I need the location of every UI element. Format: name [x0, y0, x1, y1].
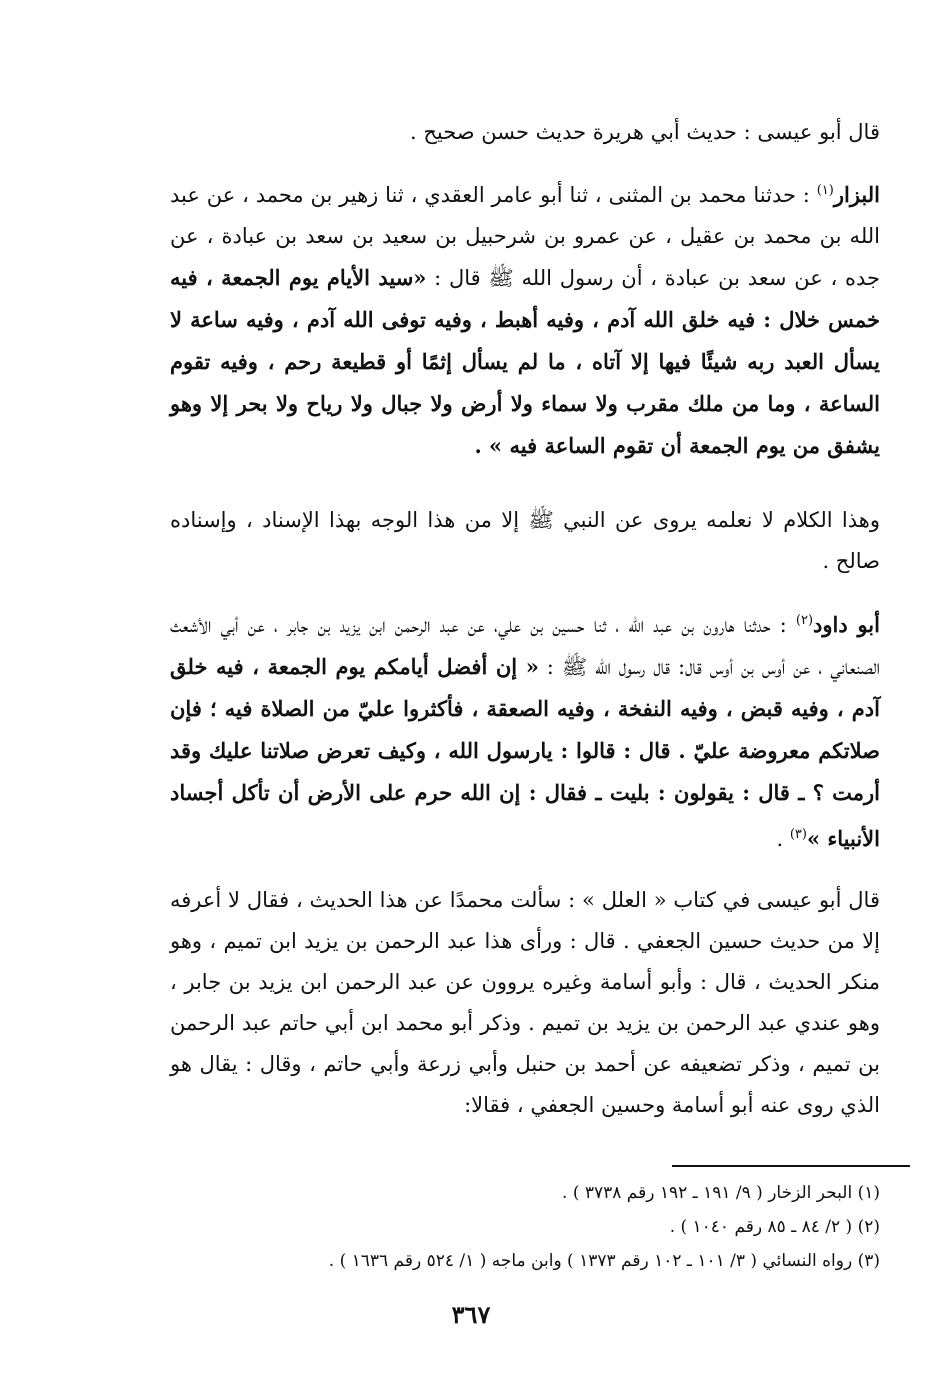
footnote-marker: (٢)	[795, 613, 814, 628]
footnote-1: (١) البحر الزخار ( ٩/ ١٩١ ـ ١٩٢ رقم ٣٧٣٨ ) .	[562, 1183, 880, 1203]
footnote-3: (٣) رواه النسائي ( ٣/ ١٠١ ـ ١٠٢ رقم ١٣٧٣ ) وابن ماجه ( ١/ ٥٢٤ رقم ١٦٣٦ ) .	[328, 1251, 880, 1271]
paragraph-bazzar-hadith	[170, 170, 880, 467]
footnote-divider	[672, 1165, 910, 1167]
isnad-text: : حدثنا محمد بن المثنى ، ثنا أبو عامر العقدي ، ثنا زهير بن محمد ، عن عبد الله بن محمد بن عقيل ، عن عمرو بن شرحبيل بن سعيد بن سعد بن عبادة ، عن جده ، عن سعد بن عبادة ، أن رسول الله ﷺ قال :	[170, 183, 880, 290]
paragraph-text: وهذا الكلام لا نعلمه يروى عن النبي ﷺ إلا من هذا الوجه بهذا الإسناد ، وإسناده صالح .	[170, 508, 880, 573]
paragraph-text: قال أبو عيسى : حديث أبي هريرة حديث حسن صحيح .	[409, 120, 880, 144]
hadith-text: « إن أفضل أيامكم يوم الجمعة ، فيه خلق آدم ، وفيه قبض ، وفيه النفخة ، وفيه الصعقة ، فأكثروا عليّ من الصلاة فيه ؛ فإن صلاتكم معروضة عليّ . قال : قالوا : يارسول الله ، وكيف تعرض صلاتنا عليك وقد أرمت ؟ ـ قال : يقولون : بليت ـ فقال : إن الله حرم على الأرض أن تأكل أجساد الأنبياء »	[170, 654, 880, 851]
footnote-2: (٢) ( ٢/ ٨٤ ـ ٨٥ رقم ١٠٤٠ ) .	[669, 1217, 880, 1237]
hadith-text: «سيد الأيام يوم الجمعة ، فيه خمس خلال : فيه خلق الله آدم ، وفيه أهبط ، وفيه توفى الله آدم ، وفيه ساعة لا يسأل العبد ربه شيئًا فيها إلا آتاه ، ما لم يسأل إثمًا أو قطيعة رحم ، وفيه تقوم الساعة ، وما من ملك مقرب ولا سماء ولا أرض ولا جبال ولا رياح ولا بحر إلا وهو يشفق من يوم الجمعة أن تقوم الساعة فيه » .	[170, 265, 880, 458]
narrator-lead: البزار	[833, 182, 880, 207]
footnote-marker: (١)	[816, 183, 834, 198]
footnotes	[150, 1176, 880, 1278]
page-number: ٣٦٧	[451, 1300, 491, 1329]
paragraph-text: قال أبو عيسى في كتاب « العلل » : سألت محمدًا عن هذا الحديث ، فقال لا أعرفه إلا من حديث حسين الجعفي . قال : ورأى هذا عبد الرحمن بن يزيد ابن تميم ، وهو منكر الحديث ، قال : وأبو أسامة وغيره يروون عن عبد الرحمن ابن يزيد بن جابر ، وهو عندي عبد الرحمن بن يزيد بن تميم . وذكر أبو محمد ابن أبي حاتم عبد الرحمن بن تميم ، وذكر تضعيفه عن أحمد بن حنبل وأبي زرعة وأبي حاتم ، وقال : يقال هو الذي روى عنه أبو أسامة وحسين الجعفي ، فقالا:	[170, 888, 880, 1117]
isnad-text: : حدثنا هارون بن عبد الله ، ثنا حسين بن علي، عن عبد الرحمن ابن يزيد بن جابر ، عن أبي الأشعث الصنعاني ، عن أوس بن أوس قال: قال رسول الله ﷺ :	[170, 613, 880, 679]
paragraph-end: .	[776, 827, 790, 851]
paragraph-bazzar-comment	[170, 500, 880, 582]
narrator-lead: أبو داود	[813, 612, 880, 637]
footnote-marker: (٣)	[789, 827, 807, 842]
paragraph-abu-dawud-hadith	[170, 600, 880, 860]
paragraph-tirmidhi-verdict	[170, 112, 880, 153]
paragraph-ilal-discussion	[170, 880, 880, 1126]
